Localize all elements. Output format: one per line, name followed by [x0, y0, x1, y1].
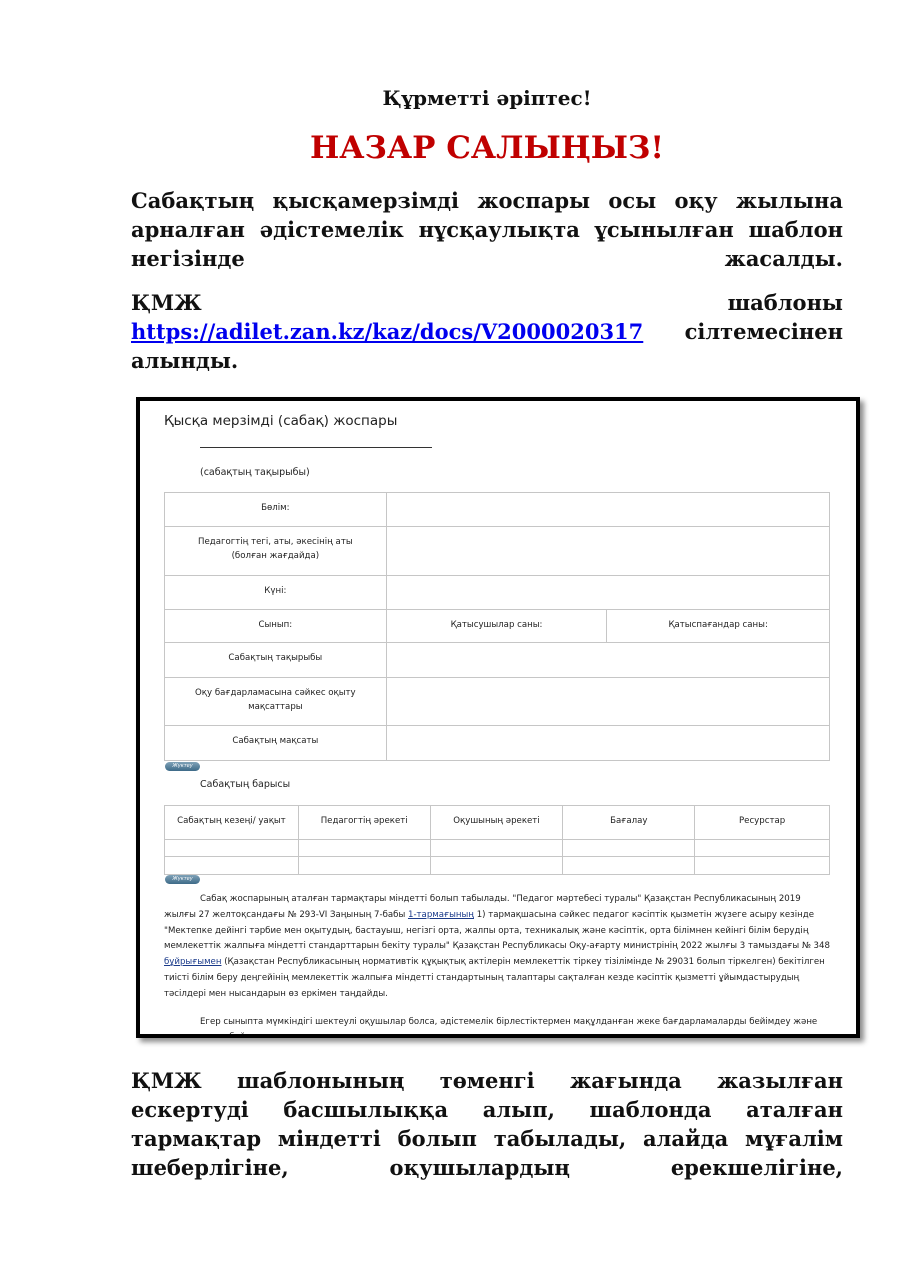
template-notes — [164, 892, 832, 1038]
class-label: Сынып: — [165, 610, 387, 643]
empty-cell — [165, 840, 299, 857]
note-text: Сабақ жоспарының аталған тармақтары міндетті болып табылады. "Педагог мәртебесі туралы" Қазақстан Республикасының 2019 жылғы 27 желтоқсандағы № 293-VI Заңының 7-бабы — [164, 894, 801, 920]
table-row — [165, 493, 830, 527]
lesson-progress-table — [164, 805, 830, 875]
column-header: Педагогтің әрекеті — [298, 806, 430, 840]
template-screenshot — [136, 397, 860, 1038]
empty-cell — [563, 840, 695, 857]
teacher-label — [165, 527, 387, 576]
date-label: Күні: — [165, 576, 387, 610]
section-label: Бөлім: — [165, 493, 387, 527]
special-needs-note: Егер сыныпта мүмкіндігі шектеулі оқушылар болса, әдістемелік бірлестіктермен мақұлданған жеке бағдарламаларды бейімдеу және жүзеге асыру бойынша әрекет қарастырылған. — [164, 1016, 818, 1038]
teacher-label-line2: (болған жағдайда) — [231, 551, 320, 561]
column-header: Сабақтың кезеңі/ уақыт — [165, 806, 299, 840]
closing-paragraph: ҚМЖ шаблонының төменгі жағында жазылған ескертуді басшылыққа алып, шаблонда аталған тармақтар міндетті болып табылады, алайда мұғалім шеберлігіне, оқушылардың ерекшелігіне, — [131, 1068, 843, 1180]
absent-count-label: Қатыспағандар саны: — [607, 610, 830, 643]
empty-cell — [695, 840, 830, 857]
lesson-goal-label: Сабақтың мақсаты — [165, 726, 387, 761]
present-count-label: Қатысушылар саны: — [386, 610, 607, 643]
intro-paragraph: Сабақтың қысқамерзімді жоспары осы оқу жылына арналған әдістемелік нұсқаулықта ұсынылған шаблон негізінде жасалды. — [131, 188, 843, 271]
lesson-info-table — [164, 492, 830, 761]
table-row — [165, 527, 830, 576]
empty-cell — [298, 857, 430, 875]
learning-goals-value-cell — [386, 678, 829, 726]
teacher-label-line1: Педагогтің тегі, аты, әкесінің аты — [198, 537, 353, 547]
topic-caption: (сабақтың тақырыбы) — [200, 467, 310, 478]
table-row — [165, 576, 830, 610]
source-text-after: сілтемесінен алынды. — [131, 319, 843, 373]
section-value-cell — [386, 493, 829, 527]
greeting-heading: Құрметті әріптес! — [382, 86, 592, 110]
empty-cell — [430, 857, 563, 875]
lesson-progress-caption: Сабақтың барысы — [200, 779, 291, 790]
lesson-topic-value-cell — [386, 643, 829, 678]
note-text: 1) тармақшасына сәйкес педагог кәсіптік қызметін жүзеге асыру кезінде "Мектепке дейінгі тәрбие мен оқытудың, бастауыш, негізгі орта, жалпы орта, техникалық және кәсіптік, орта білімнен кейінгі білім берудің мемлекеттік жалпыға міндетті стандарттарын бекіту туралы" Қазақстан Республикасы Оқу-ағарту министрінің 2022 жылғы 3 тамыздағы № 348 — [164, 909, 830, 952]
mandatory-items-note — [164, 892, 832, 1003]
empty-cell — [430, 840, 563, 857]
template-source-paragraph — [131, 288, 843, 404]
note-text: (Қазақстан Республикасының нормативтік құқықтық актілерін мемлекеттік тіркеу тізілімінде № 29031 болып тіркелген) бекітілген тиісті білім беру деңгейінің мемлекеттік жалпыға міндетті стандартының талаптары сақталған кезде кәсіптік қызметті ұйымдастырудың тәсілдері мен нысандарын өз еркімен таңдайды. — [164, 957, 825, 999]
template-source-link[interactable]: https://adilet.zan.kz/kaz/docs/V2000020317 — [131, 319, 644, 344]
column-header: Оқушының әрекеті — [430, 806, 563, 840]
table-header-row — [165, 806, 830, 840]
lesson-goal-value-cell — [386, 726, 829, 761]
date-value-cell — [386, 576, 829, 610]
attention-heading: НАЗАР САЛЫҢЫЗ! — [309, 130, 664, 166]
table-row — [165, 840, 830, 857]
table-row — [165, 643, 830, 678]
empty-cell — [563, 857, 695, 875]
column-header: Ресурстар — [695, 806, 830, 840]
learning-goals-label — [165, 678, 387, 726]
goals-label-line2: мақсаттары — [248, 702, 303, 712]
paragraph-1-link[interactable]: 1-тармағының — [407, 909, 474, 920]
goals-label-line1: Оқу бағдарламасына сәйкес оқыту — [195, 688, 356, 698]
table-row — [165, 857, 830, 875]
table-row — [165, 610, 830, 643]
template-title: Қысқа мерзімді (сабақ) жоспары — [164, 413, 398, 429]
order-link[interactable]: бұйрығымен — [164, 957, 222, 968]
download-button[interactable]: Жүктеу — [165, 762, 200, 771]
empty-cell — [165, 857, 299, 875]
topic-underline — [200, 447, 432, 448]
teacher-value-cell — [386, 527, 829, 576]
column-header: Бағалау — [563, 806, 695, 840]
table-row — [165, 678, 830, 726]
empty-cell — [695, 857, 830, 875]
source-text-before: ҚМЖ шаблоны — [131, 290, 843, 315]
lesson-topic-label: Сабақтың тақырыбы — [165, 643, 387, 678]
download-button[interactable]: Жүктеу — [165, 875, 200, 884]
table-row — [165, 726, 830, 761]
empty-cell — [298, 840, 430, 857]
